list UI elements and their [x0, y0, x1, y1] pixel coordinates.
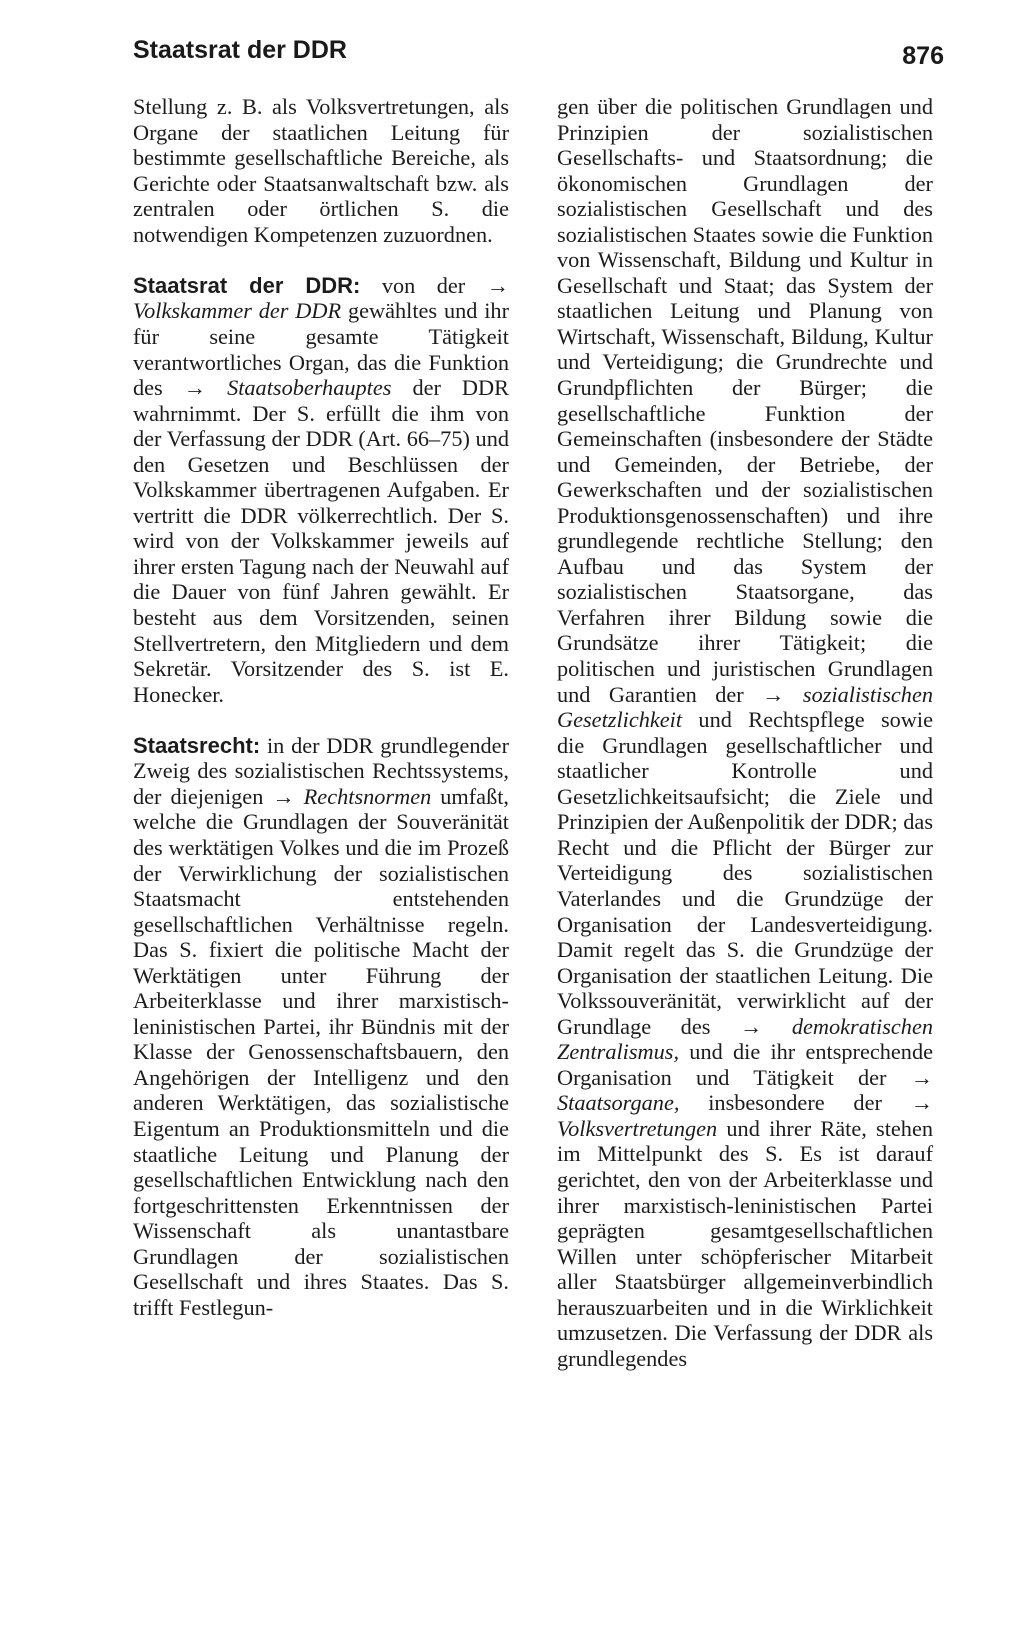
entry-text: gen über die politischen Grundlagen und Prinzipien der sozialistischen Gesellschafts- und Staatsordnung; die ökonomischen Grundlagen der sozialistischen Gesellschaft und des sozialistischen Staates sowie die Funktion von Wissenschaft, Bildung und Kultur in Gesellschaft und Staat; das System der staatlichen Leitung und Planung von Wirtschaft, Wissenschaft, Bildung, Kultur und Verteidigung; die Grundrechte und Grundpflichten der Bürger; die gesellschaftliche Funktion der Gemeinschaften (insbesondere der Städte und Gemeinden, der Betriebe, der Gewerkschaften und der sozialistischen Produktionsgenossenschaften) und ihre grundlegende rechtliche Stellung; den Aufbau und das System der sozialistischen Staatsorgane, das Verfahren ihrer Bildung sowie die Grundsätze ihrer Tätigkeit; die politischen und juristischen Grundlagen und Garantien der: [557, 94, 933, 707]
cross-reference-link[interactable]: Staatsorgane,: [557, 1090, 680, 1116]
running-head-title: Staatsrat der DDR: [133, 36, 347, 64]
entry-text: und Rechtspflege sowie die Grundlagen gesellschaftlicher und staatlicher Kontrolle und Gesetzlichkeitsaufsicht; die Ziele und Prinzipien der Außenpolitik der DDR; das Recht und die Pflicht der Bürger zur Verteidigung des sozialistischen Vaterlandes und die Grundzüge der Organisation der Landesverteidigung. Damit regelt das S. die Grundzüge der Organisation der staatlichen Leitung. Die Volkssouveränität, verwirklicht auf der Grundlage des: [557, 707, 933, 1039]
cross-reference-arrow-icon: →: [910, 1064, 933, 1090]
cross-reference-arrow-icon: →: [486, 272, 509, 298]
right-column: [557, 94, 933, 1371]
cross-reference-link[interactable]: Rechtsnormen: [294, 783, 432, 809]
entry-staatsrecht-continued: [557, 94, 933, 1371]
continued-paragraph: Stellung z. B. als Volksvertretungen, als Organe der staatlichen Leitung für bestimmte gesellschaftliche Bereiche, als Gerichte oder Staatsanwaltschaft bzw. als zentralen oder örtlichen S. die notwendigen Kompetenzen zuzuordnen.: [133, 94, 509, 247]
cross-reference-link[interactable]: sozialistischen Gesetzlichkeit: [557, 681, 933, 733]
entry-text: umfaßt, welche die Grundlagen der Souveränität des werktätigen Volkes und die im Prozeß der Verwirklichung der sozialistischen Staatsmacht entstehenden gesellschaftlichen Verhältnisse regeln. Das S. fixiert die politische Macht der Werktätigen unter Führung der Arbeiterklasse und ihrer marxistisch-leninistischen Partei, ihr Bündnis mit der Klasse der Genossenschaftsbauern, den Angehörigen der Intelligenz und den anderen Werktätigen, das sozialistische Eigentum an Produktionsmitteln und die staatliche Leitung und Planung der gesellschaftlichen Entwicklung nach den fortgeschrittensten Erkenntnissen der Wissenschaft als unantastbare Grundlagen der sozialistischen Gesellschaft und ihres Staates. Das S. trifft Festlegun-: [133, 783, 509, 1320]
cross-reference-arrow-icon: →: [739, 1013, 763, 1039]
entry-headword: Staatsrat der DDR:: [133, 272, 361, 298]
entry-text: und ihrer Räte, stehen im Mittelpunkt des S. Es ist darauf gerichtet, den von der Arbeiterklasse und ihrer marxistisch-leninistischen Partei geprägten gesamtgesellschaftlichen Willen unter schöpferischer Mitarbeit aller Staatsbürger allgemeinverbindlich herauszuarbeiten und in die Wirklichkeit umzusetzen. Die Verfassung der DDR als grundlegendes: [557, 1115, 933, 1371]
entry-text: von der: [360, 272, 487, 298]
cross-reference-arrow-icon: →: [910, 1090, 933, 1116]
entry-staatsrecht: [133, 733, 509, 1321]
running-header: [133, 36, 944, 76]
cross-reference-link[interactable]: Volkskammer der DDR: [133, 298, 342, 324]
cross-reference-link[interactable]: Volksvertretungen: [557, 1115, 718, 1141]
cross-reference-link[interactable]: demokratischen Zentralismus,: [557, 1013, 934, 1065]
entry-text: gewähltes und ihr für seine gesamte Tätigkeit verantwortliches Organ, das die Funktion des: [133, 298, 509, 401]
cross-reference-link[interactable]: Staatsoberhauptes: [206, 375, 392, 401]
cross-reference-arrow-icon: →: [762, 681, 785, 707]
left-column: [133, 94, 509, 1320]
entry-text: und die ihr entsprechende Organisation und Tätigkeit der: [557, 1039, 933, 1090]
entry-headword: Staatsrecht:: [133, 732, 261, 758]
entry-staatsrat: [133, 273, 509, 707]
page-number: 876: [902, 42, 944, 70]
cross-reference-arrow-icon: →: [272, 783, 295, 809]
entry-text: der DDR wahrnimmt. Der S. erfüllt die ihm von der Verfassung der DDR (Art. 66–75) und den Gesetzen und Beschlüssen der Volkskammer übertragenen Aufgaben. Er vertritt die DDR völkerrechtlich. Der S. wird von der Volkskammer jeweils auf ihrer ersten Tagung nach der Neuwahl auf die Dauer von fünf Jahren gewählt. Er besteht aus dem Vorsitzenden, seinen Stellvertretern, den Mitgliedern und dem Sekretär. Vorsitzender des S. ist E. Honecker.: [133, 375, 510, 707]
entry-text: in der DDR grundlegender Zweig des sozialistischen Rechtssystems, der diejenigen: [133, 732, 509, 809]
entry-text: insbesondere der: [679, 1090, 911, 1116]
cross-reference-arrow-icon: →: [183, 375, 207, 401]
